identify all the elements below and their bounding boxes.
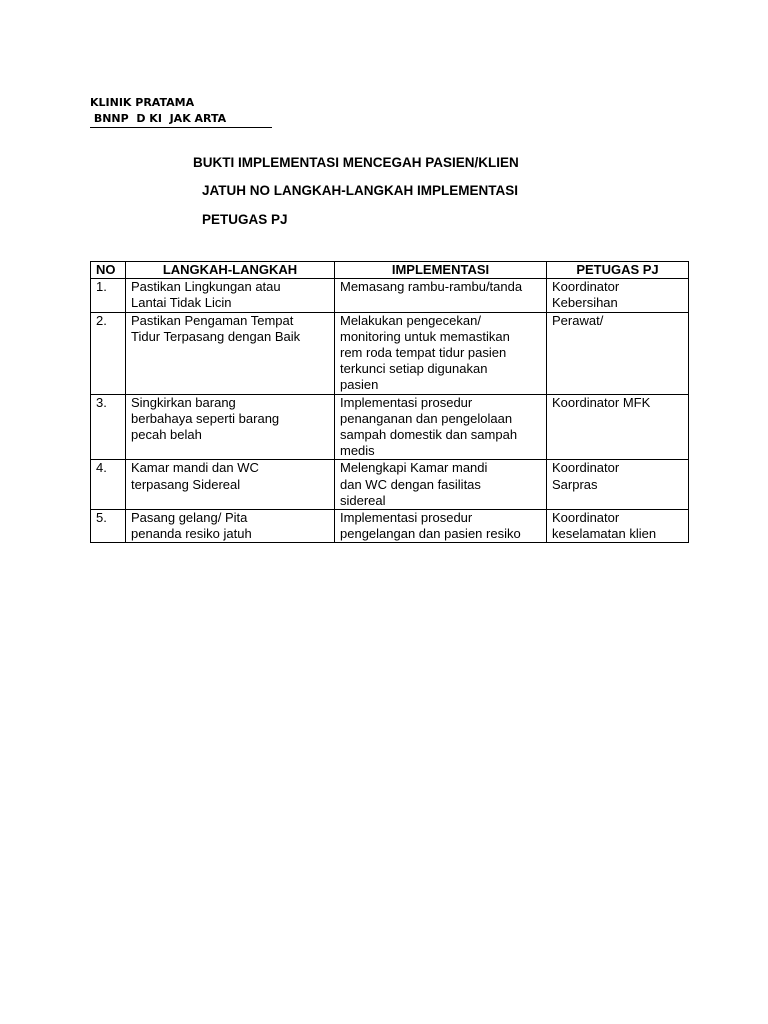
table-row [91,279,689,312]
row-implementation: Implementasi prosedur pengelangan dan pasien resiko [335,510,547,543]
table-row [91,312,689,394]
row-implementation: Memasang rambu-rambu/tanda [335,279,547,312]
row-step: Pastikan Lingkungan atau Lantai Tidak Licin [126,279,335,312]
row-officer: Koordinator Kebersihan [547,279,689,312]
column-header-implementasi: IMPLEMENTASI [335,262,547,279]
row-implementation: Implementasi prosedur penanganan dan pengelolaan sampah domestik dan sampah medis [335,394,547,460]
row-number: 5. [91,510,126,543]
row-number: 2. [91,312,126,394]
clinic-header [90,95,272,128]
table-header-row [91,262,689,279]
clinic-name: KLINIK PRATAMA [90,96,195,109]
row-number: 4. [91,460,126,510]
row-officer: Koordinator Sarpras [547,460,689,510]
row-number: 3. [91,394,126,460]
row-step: Pasang gelang/ Pita penanda resiko jatuh [126,510,335,543]
document-title-line-2: JATUH NO LANGKAH-LANGKAH IMPLEMENTASI [202,183,518,198]
table-row [91,394,689,460]
column-header-langkah: LANGKAH-LANGKAH [126,262,335,279]
row-officer: Koordinator keselamatan klien [547,510,689,543]
row-officer: Perawat/ [547,312,689,394]
row-step: Kamar mandi dan WC terpasang Sidereal [126,460,335,510]
row-number: 1. [91,279,126,312]
document-title-line-3: PETUGAS PJ [202,212,288,227]
row-implementation: Melengkapi Kamar mandi dan WC dengan fasilitas sidereal [335,460,547,510]
implementation-table [90,261,689,543]
document-title-line-1: BUKTI IMPLEMENTASI MENCEGAH PASIEN/KLIEN [193,155,519,170]
column-header-petugas: PETUGAS PJ [547,262,689,279]
row-step: Singkirkan barang berbahaya seperti barang pecah belah [126,394,335,460]
row-officer: Koordinator MFK [547,394,689,460]
row-step: Pastikan Pengaman Tempat Tidur Terpasang dengan Baik [126,312,335,394]
column-header-no: NO [91,262,126,279]
table-row [91,460,689,510]
clinic-location: BNNP D KI JAK ARTA [90,111,272,128]
row-implementation: Melakukan pengecekan/ monitoring untuk memastikan rem roda tempat tidur pasien terkunci setiap digunakan pasien [335,312,547,394]
table-row [91,510,689,543]
